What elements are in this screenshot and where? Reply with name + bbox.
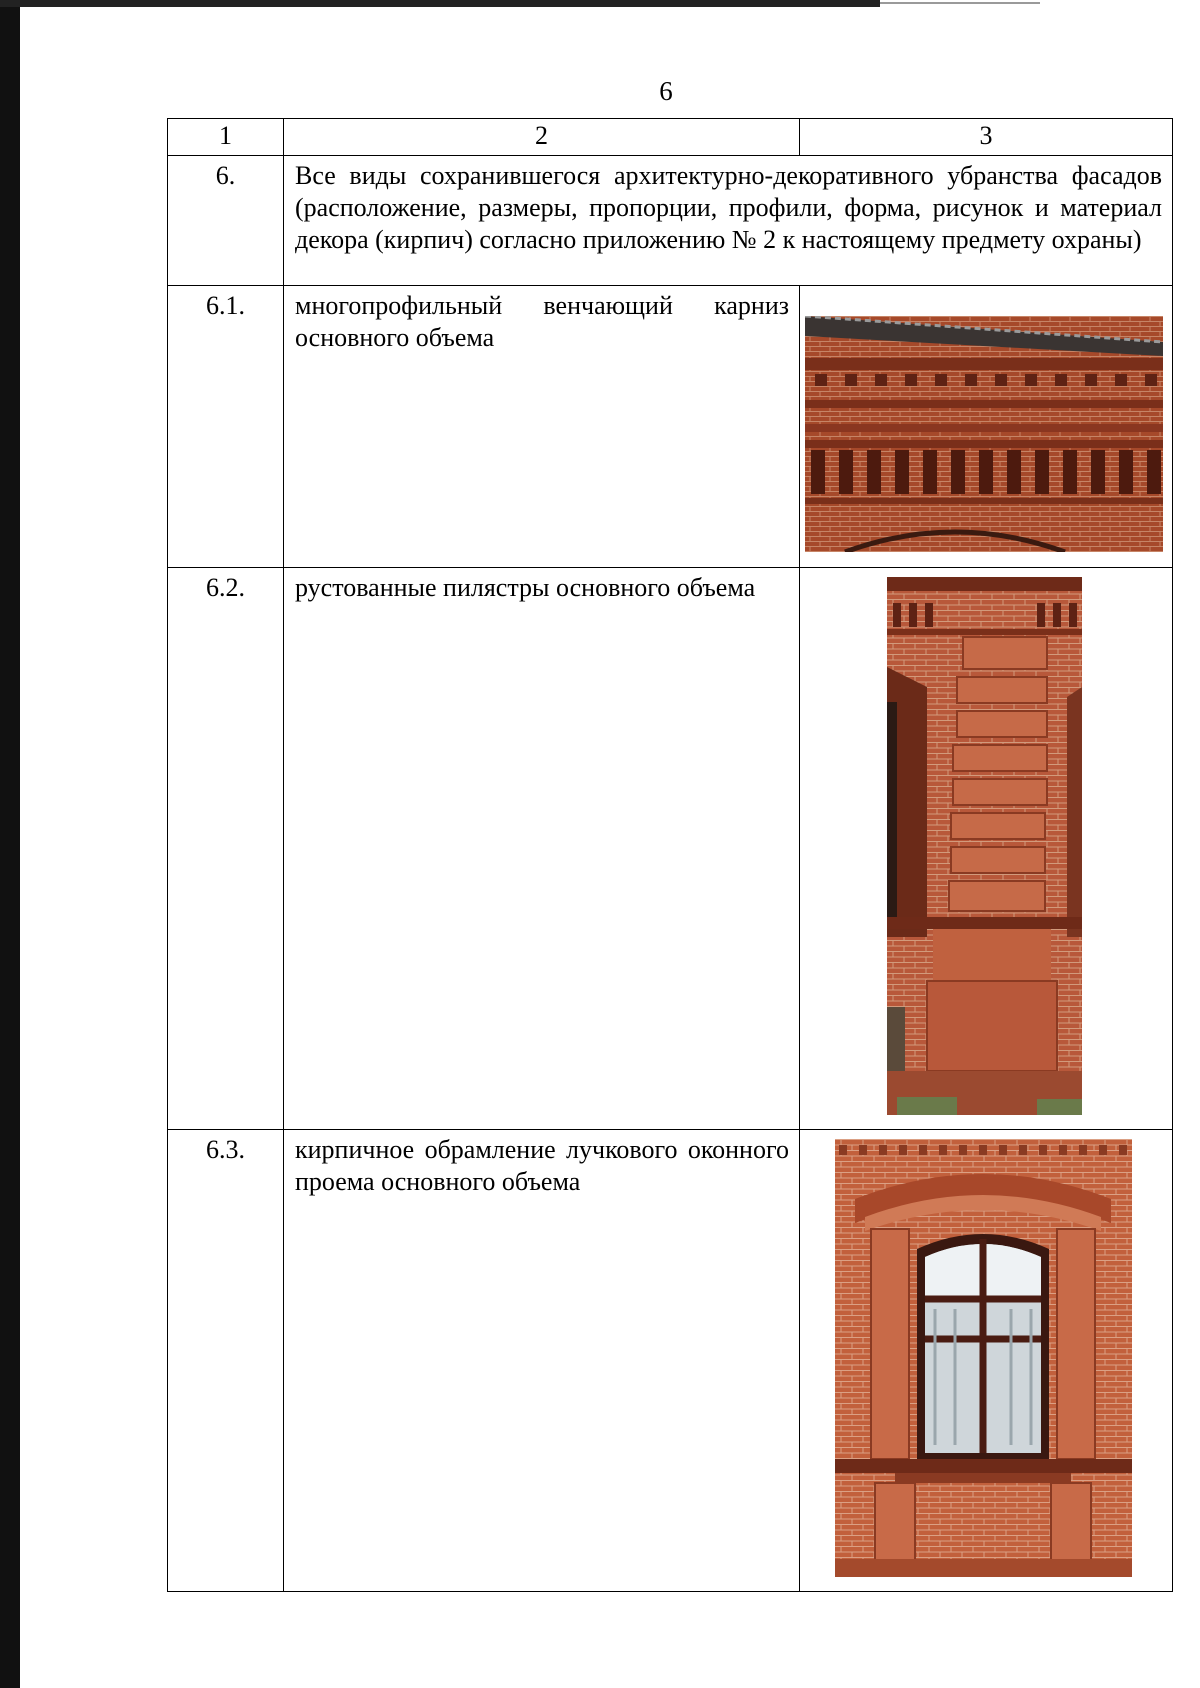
header-col-2: 2 [284,119,800,156]
row-number: 6.2. [168,568,284,1130]
table-row [168,286,1173,568]
header-col-1: 1 [168,119,284,156]
cornice-photo [800,286,1173,568]
table-row [168,568,1173,1130]
row-number: 6.1. [168,286,284,568]
row-description: кирпичное обрамление лучкового оконного проема основного объема [284,1130,800,1592]
header-col-3: 3 [800,119,1173,156]
intro-text: Все виды сохранившегося архитектурно-декоративного убранства фасадов (расположение, размеры, пропорции, профили, форма, рисунок и материал декора (кирпич) согласно приложению № 2 к настоящему предмету охраны) [284,156,1173,286]
row-description: рустованные пилястры основного объема [284,568,800,1130]
window-frame-photo-image [835,1139,1132,1577]
cornice-photo-image [805,316,1163,552]
page-number: 6 [659,76,673,106]
pilaster-photo [800,568,1173,1130]
table-row [168,1130,1173,1592]
scan-edge-top [0,0,880,7]
scan-edge-left [0,0,20,1688]
window-frame-photo [800,1130,1173,1592]
row-number: 6. [168,156,284,286]
table-row-intro [168,156,1173,286]
protection-table [167,118,1173,1592]
table-header-row [168,119,1173,156]
row-number: 6.3. [168,1130,284,1592]
scan-edge-top-faint [880,2,1040,4]
pilaster-photo-image [887,577,1082,1115]
row-description: многопрофильный венчающий карниз основного объема [284,286,800,568]
